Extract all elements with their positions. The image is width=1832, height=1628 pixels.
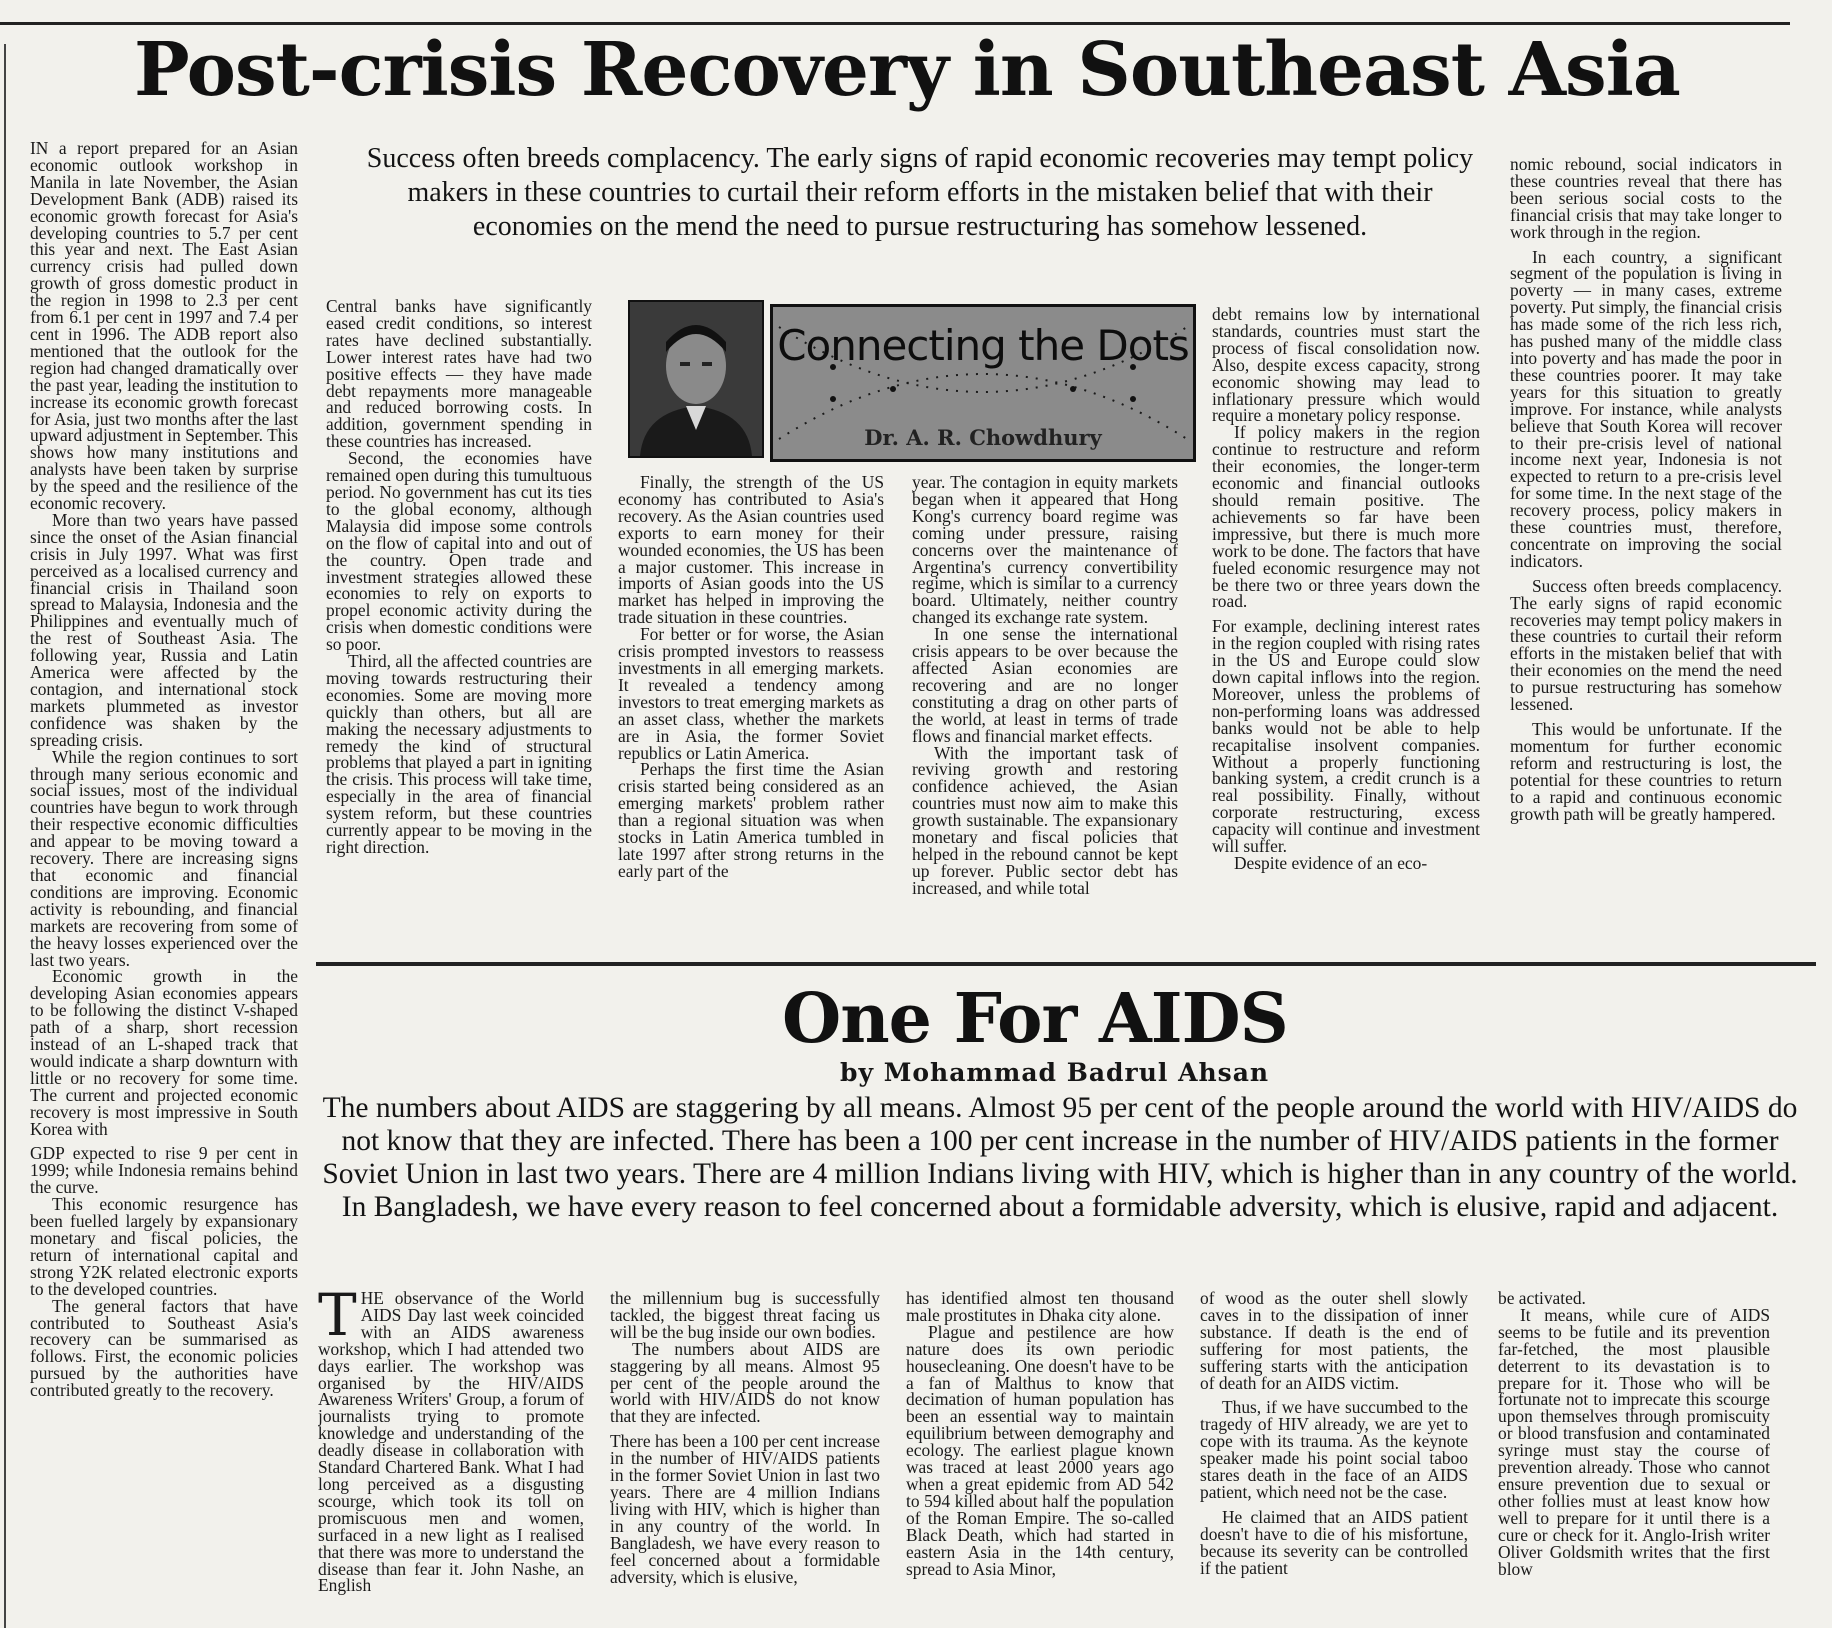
paragraph: It means, while cure of AIDS seems to be futile and its prevention far-fetched, the most plausible deterrent to its devastation is to prepare for it. Those who will be fortunate not to imprecate this scourge upon themselves through promiscuity or blood transfusion and contaminated syringe must stay the course of prevention already. Those who cannot ensure prevention due to sexual or other follies must at least know how well to prepare for it until there is a cure or check for it. Anglo-Irish writer Oliver Goldsmith writes that the first blow [1498, 1304, 1770, 1579]
article-column-6 [1510, 156, 1782, 978]
left-margin-rule [4, 44, 6, 1628]
drop-cap: T [318, 1290, 357, 1349]
paragraph: This economic resurgence has been fuelled largely by expansionary monetary and fiscal policies, the return of international capital and strong Y2K related electronic exports to the developed countries. [30, 1194, 298, 1299]
paragraph: This would be unfortunate. If the momentum for further economic reform and restructuring is lost, the potential for these countries to return to a rapid and continuous economic growth path will be greatly hampered. [1510, 719, 1782, 824]
paragraph: The general factors that have contributed to Southeast Asia's recovery can be summarised as follows. First, the economic policies pursued by the authorities have contributed greatly to the recovery. [30, 1295, 298, 1401]
paragraph: Economic growth in the developing Asian economies appears to be following the distinct V-shaped path of a sharp, short recession instead of an L-shaped track that would indicate a sharp downturn with little or no recovery for some time. The current and projected economic recovery is most impressive in South Korea with [30, 966, 298, 1139]
paragraph: has identified almost ten thousand male prostitutes in Dhaka city alone. [906, 1290, 1174, 1325]
paragraph: He claimed that an AIDS patient doesn't have to die of his misfortune, because its severity can be controlled if the patient [1200, 1506, 1468, 1578]
paragraph: Despite evidence of an eco- [1234, 853, 1428, 873]
article-deck: Success often breeds complacency. The early signs of rapid economic recoveries may tempt policy makers in these countries to curtail their reform efforts in the mistaken belief that with their economies on the mend the need to pursue restructuring has somehow lessened. [366, 143, 1474, 242]
author-photo [628, 300, 764, 458]
byline: by Mohammad Badrul Ahsan [840, 1058, 1270, 1087]
article-column-5 [1498, 1290, 1770, 1628]
article-column-5 [1212, 306, 1480, 974]
author-name: Dr. A. R. Chowdhury [864, 425, 1102, 450]
paragraph: year. The contagion in equity markets began when it appeared that Hong Kong's currency board regime was coming under pressure, raising concerns over the maintenance of Argentina's currency convertibility regime, which is similar to a currency board. Ultimately, neither country changed its exchange rate system. [912, 474, 1178, 628]
paragraph: nomic rebound, social indicators in these countries reveal that there has been serious social costs to the financial crisis that may take longer to work through in the region. [1510, 156, 1782, 242]
paragraph: More than two years have passed since the onset of the Asian financial crisis in July 1997. What was first perceived as a localised currency and financial crisis in Thailand soon spread to Malaysia, Indonesia and the Philippines and eventually much of the rest of Southeast Asia. The following year, Russia and Latin America were affected by the contagion, and international stock markets plummeted as investor confidence was shaken by the spreading crisis. [30, 509, 298, 750]
article-column-2 [326, 298, 592, 958]
article-headline: Post-crisis Recovery in Southeast Asia [134, 27, 1680, 113]
paragraph: Central banks have significantly eased credit conditions, so interest rates have declined substantially. Lower interest rates have had two positive effects — they have made debt repayments more manageable and reduced borrowing costs. In addition, government spending in these countries has increased. [326, 298, 592, 452]
paragraph: For example, declining interest rates in the region coupled with rising rates in the US and Europe could slow down capital inflows into the region. Moreover, unless the problems of non-performing loans was addressed banks would not be able to help recapitalise insolvent companies. Without a properly functioning banking system, a credit crunch is a real possibility. Finally, without corporate restructuring, excess capacity will continue and investment will suffer. [1212, 616, 1480, 857]
column-title: Connecting the Dots [777, 321, 1189, 370]
paragraph: Thus, if we have succumbed to the tragedy of HIV already, we are yet to cope with its trauma. As the keynote speaker made his point social taboo stares death in the face of an AIDS patient, which need not be the case. [1200, 1397, 1468, 1502]
article-column-3 [906, 1290, 1174, 1628]
paragraph-text: HE observance of the World AIDS Day last week coincided with an AIDS awareness workshop, which I had attended two days earlier. The workshop was organised by the HIV/AIDS Awareness Writers' Group, a forum of journalists trying to promote knowledge and understanding of the deadly disease in collaboration with Standard Chartered Bank. What I had long perceived as a disgusting scourge, which took its toll on promiscuous men and women, surfaced in a new light as I realised that there was more to understand the disease than fear it. John Nashe, an English [318, 1290, 584, 1596]
paragraph: Second, the economies have remained open during this tumultuous period. No government has cut its ties to the global economy, although Malaysia did impose some controls on the flow of capital into and out of the country. Open trade and investment strategies allowed these economies to rely on exports to propel economic activity during the crisis when domestic conditions were so poor. [326, 448, 592, 655]
paragraph: the millennium bug is successfully tackled, the biggest threat facing us will be the bug inside our own bodies. [610, 1290, 880, 1342]
article-column-1 [30, 140, 298, 1628]
paragraph: There has been a 100 per cent increase in the number of HIV/AIDS patients in the former Soviet Union in last two years. There are 4 million Indians living with HIV, which is higher than in any country of the world. In Bangladesh, we have every reason to feel concerned about a formidable adversity, which is elusive, [610, 1431, 880, 1587]
paragraph: In each country, a significant segment of the population is living in poverty — in many cases, extreme poverty. Put simply, the financial crisis has made some of the rich less rich, has pushed many of the middle class into poverty and has made the poor in these countries poorer. It may take years for this situation to greatly improve. For instance, while analysts believe that South Korea will recover to their pre-crisis level of national income next year, Indonesia is not expected to return to a pre-crisis level for some time. In the next stage of the recovery process, policy makers in these countries must, therefore, concentrate on improving the social indicators. [1510, 246, 1782, 571]
article-column-3 [618, 474, 884, 958]
paragraph: Plague and pestilence are how nature does its own periodic housecleaning. One doesn't have to be a fan of Malthus to know that decimation of human population has been an essential way to maintain equilibrium between demography and ecology. The earliest plague known was traced at least 2000 years ago when a great epidemic from AD 542 to 594 killed about half the population of the Roman Empire. The so-called Black Death, which had started in eastern Asia in the 14th century, spread to Asia Minor, [906, 1321, 1174, 1579]
paragraph: debt remains low by international standards, countries must start the process of fiscal consolidation now. Also, despite excess capacity, strong economic showing may lead to inflationary pressure which would require a monetary policy response. [1212, 306, 1480, 426]
paragraph: of wood as the outer shell slowly caves in to the dissipation of inner substance. If death is the end of suffering for most patients, the suffering starts with the anticipation of death for an AIDS victim. [1200, 1290, 1468, 1393]
article-column-1 [318, 1290, 584, 1628]
paragraph: If policy makers in the region continue to restructure and reform their economies, the longer-term economic and financial outlooks should remain positive. The achievements so far have been impressive, but there is much more work to be done. The factors that have fueled economic resurgence may not be there two or three years down the road. [1212, 422, 1480, 612]
paragraph: While the region continues to sort through many serious economic and social issues, most of the individual countries have begun to work through their respective economic difficulties and appear to be moving toward a recovery. There are increasing signs that economic and financial conditions are improving. Economic activity is rebounding, and financial markets are recovering from some of the heavy losses experienced over the last two years. [30, 746, 298, 970]
paragraph: IN a report prepared for an Asian economic outlook workshop in Manila in late November, the Asian Development Bank (ADB) raised its economic growth forecast for Asia's developing countries to 5.7 per cent this year and next. The East Asian currency crisis had pulled down growth of gross domestic product in the region in 1998 to 2.3 per cent from 6.1 per cent in 1997 and 7.4 per cent in 1996. The ADB report also mentioned that the outlook for the region had changed dramatically over the past year, leading the institution to increase its economic growth forecast for Asia, just two months after the last upward adjustment in September. This shows how many institutions and analysts have been taken by surprise by the speed and the resilience of the economic recovery. [30, 140, 298, 514]
paragraph: Third, all the affected countries are moving towards restructuring their economies. Some are moving more quickly than others, but all are making the necessary adjustments to remedy the kind of structural problems that played a part in igniting the crisis. This process will take time, especially in the area of financial system reform, but these countries currently appear to be moving in the right direction. [326, 651, 592, 857]
paragraph: The numbers about AIDS are staggering by all means. Almost 95 per cent of the people around the world with HIV/AIDS do not know that they are infected. [610, 1338, 880, 1427]
paragraph: Success often breeds complacency. The early signs of rapid economic recoveries may tempt policy makers in these countries to curtail their reform efforts in the mistaken belief that with their economies on the mend the need to pursue restructuring has somehow lessened. [1510, 575, 1782, 715]
column-logo [770, 304, 1196, 462]
paragraph: GDP expected to rise 9 per cent in 1999; while Indonesia remains behind the curve. [30, 1143, 298, 1198]
paragraph [318, 1290, 584, 1594]
paragraph: Perhaps the first time the Asian crisis started being considered as an emerging markets' problem rather than a regional situation was when stocks in Latin America tumbled in late 1997 after strong returns in the early part of the [618, 759, 884, 881]
portrait-image [630, 302, 762, 456]
paragraph: With the important task of reviving growth and restoring confidence achieved, the Asian countries must now aim to make this growth sustainable. The expansionary monetary and fiscal policies that helped in the rebound cannot be kept up forever. Public sector debt has increased, and while total [912, 742, 1178, 898]
article-divider [316, 962, 1816, 966]
paragraph: be activated. [1498, 1290, 1586, 1308]
paragraph: In one sense the international crisis appears to be over because the affected Asian economies are recovering and are no longer constituting a drag on other parts of the world, at least in terms of trade flows and financial market effects. [912, 624, 1178, 746]
paragraph: For better or for worse, the Asian crisis prompted investors to reassess investments in all emerging markets. It revealed a tendency among investors to treat emerging markets as an asset class, whether the markets are in Asia, the former Soviet republics or Latin America. [618, 624, 884, 763]
article-column-4 [1200, 1290, 1468, 1628]
article-deck: The numbers about AIDS are staggering by all means. Almost 95 per cent of the people around the world with HIV/AIDS do not know that they are infected. There has been a 100 per cent increase in the number of HIV/AIDS patients in the former Soviet Union in last two years. There are 4 million Indians living with HIV, which is higher than in any country of the world. In Bangladesh, we have every reason to feel concerned about a formidable adversity, which is elusive, rapid and adjacent. [322, 1092, 1798, 1223]
article-column-2 [610, 1290, 880, 1628]
article-column-4 [912, 474, 1178, 968]
article-headline: One For AIDS [782, 979, 1288, 1059]
paragraph: Finally, the strength of the US economy has contributed to Asia's recovery. As the Asian countries used exports to earn money for their wounded economies, the US has been a major customer. This increase in imports of Asian goods into the US market has helped in improving the trade situation in these countries. [618, 474, 884, 628]
